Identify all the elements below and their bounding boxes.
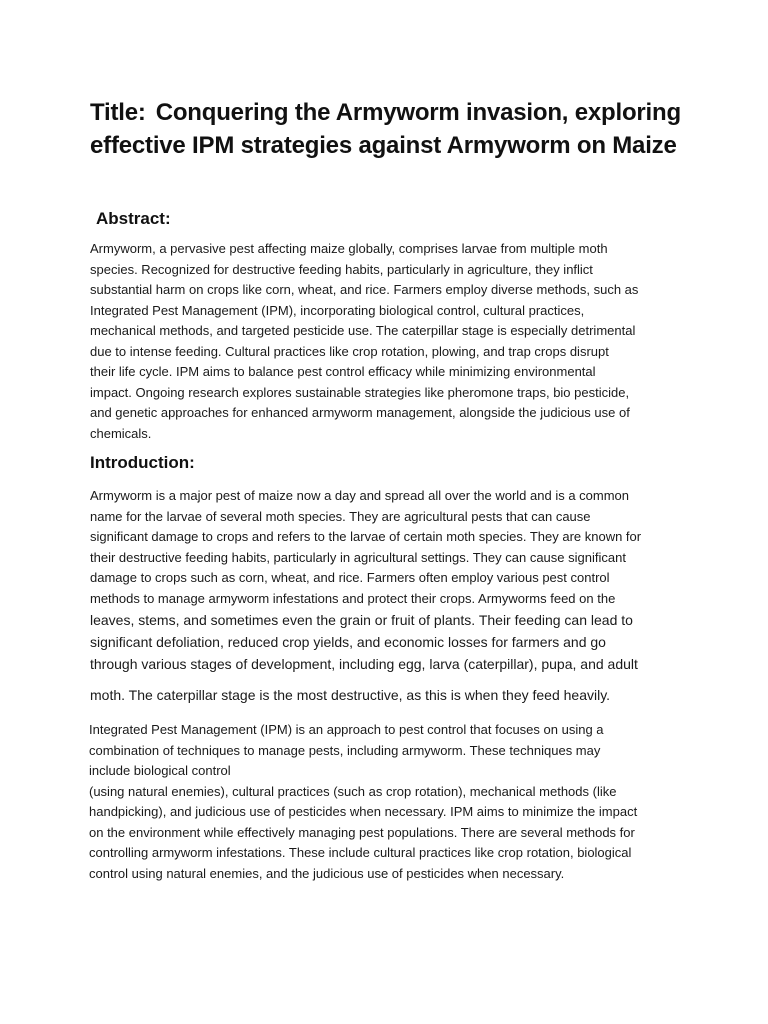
abstract-heading: Abstract:	[96, 209, 171, 228]
introduction-line: significant damage to crops and refers to the larvae of certain moth species. They are known for	[90, 529, 642, 544]
abstract-line: chemicals.	[90, 425, 152, 441]
introduction-paragraph-end	[90, 684, 610, 706]
introduction-line: through various stages of development, including egg, larva (caterpillar), pupa, and adult	[90, 656, 638, 672]
ipm-line: controlling armyworm infestations. These include cultural practices like crop rotation, biological	[89, 845, 632, 860]
document-title	[90, 96, 710, 162]
abstract-line: due to intense feeding. Cultural practices like crop rotation, plowing, and trap crops disrupt	[90, 343, 609, 359]
abstract-line: and genetic approaches for enhanced armyworm management, alongside the judicious use of	[90, 405, 630, 420]
ipm-line: (using natural enemies), cultural practices (such as crop rotation), mechanical methods (like	[89, 783, 617, 799]
introduction-line: moth. The caterpillar stage is the most destructive, as this is when they feed heavily.	[90, 687, 611, 703]
introduction-line: methods to manage armyworm infestations and protect their crops. Armyworms feed on the	[90, 590, 616, 606]
abstract-line: mechanical methods, and targeted pesticide use. The caterpillar stage is especially detrimental	[90, 323, 636, 338]
abstract-line: their life cycle. IPM aims to balance pest control efficacy while minimizing environmental	[90, 364, 596, 379]
ipm-line: handpicking), and judicious use of pesticides when necessary. IPM aims to minimize the impact	[89, 804, 638, 819]
abstract-line: Integrated Pest Management (IPM), incorporating biological control, cultural practices,	[90, 302, 585, 318]
abstract-line: impact. Ongoing research explores sustainable strategies like pheromone traps, bio pesticide,	[90, 384, 630, 400]
abstract-line: species. Recognized for destructive feeding habits, particularly in agriculture, they inflict	[90, 261, 593, 277]
ipm-line: control using natural enemies, and the judicious use of pesticides when necessary.	[89, 865, 565, 881]
title-line	[90, 99, 681, 126]
introduction-paragraph	[90, 486, 641, 609]
abstract-line: substantial harm on crops like corn, wheat, and rice. Farmers employ diverse methods, such as	[90, 282, 639, 297]
ipm-line: Integrated Pest Management (IPM) is an approach to pest control that focuses on using a	[89, 722, 604, 737]
introduction-paragraph-large	[90, 609, 638, 675]
introduction-line: damage to crops such as corn, wheat, and rice. Farmers often employ various pest control	[90, 570, 610, 585]
title-text-line-1: Conquering the Armyworm invasion, exploring	[155, 99, 681, 126]
introduction-line: their destructive feeding habits, particularly in agricultural settings. They can cause significant	[90, 549, 626, 565]
abstract-paragraph	[90, 239, 638, 444]
title-label: Title:	[90, 99, 146, 126]
introduction-heading: Introduction:	[90, 453, 195, 472]
title-text-line-2: effective IPM strategies against Armyworm on Maize	[90, 132, 677, 159]
introduction-line: Armyworm is a major pest of maize now a day and spread all over the world and is a common	[90, 488, 630, 503]
ipm-line: on the environment while effectively managing pest populations. There are several methods for	[89, 824, 635, 840]
introduction-line: name for the larvae of several moth species. They are agricultural pests that can cause	[90, 508, 591, 524]
introduction-line: leaves, stems, and sometimes even the grain or fruit of plants. Their feeding can lead to	[90, 612, 633, 628]
introduction-line: significant defoliation, reduced crop yields, and economic losses for farmers and go	[90, 634, 606, 650]
abstract-line: Armyworm, a pervasive pest affecting maize globally, comprises larvae from multiple moth	[90, 241, 608, 256]
ipm-paragraph	[89, 720, 637, 884]
ipm-line: combination of techniques to manage pests, including armyworm. These techniques may	[89, 742, 601, 758]
ipm-line: include biological control	[89, 763, 231, 778]
